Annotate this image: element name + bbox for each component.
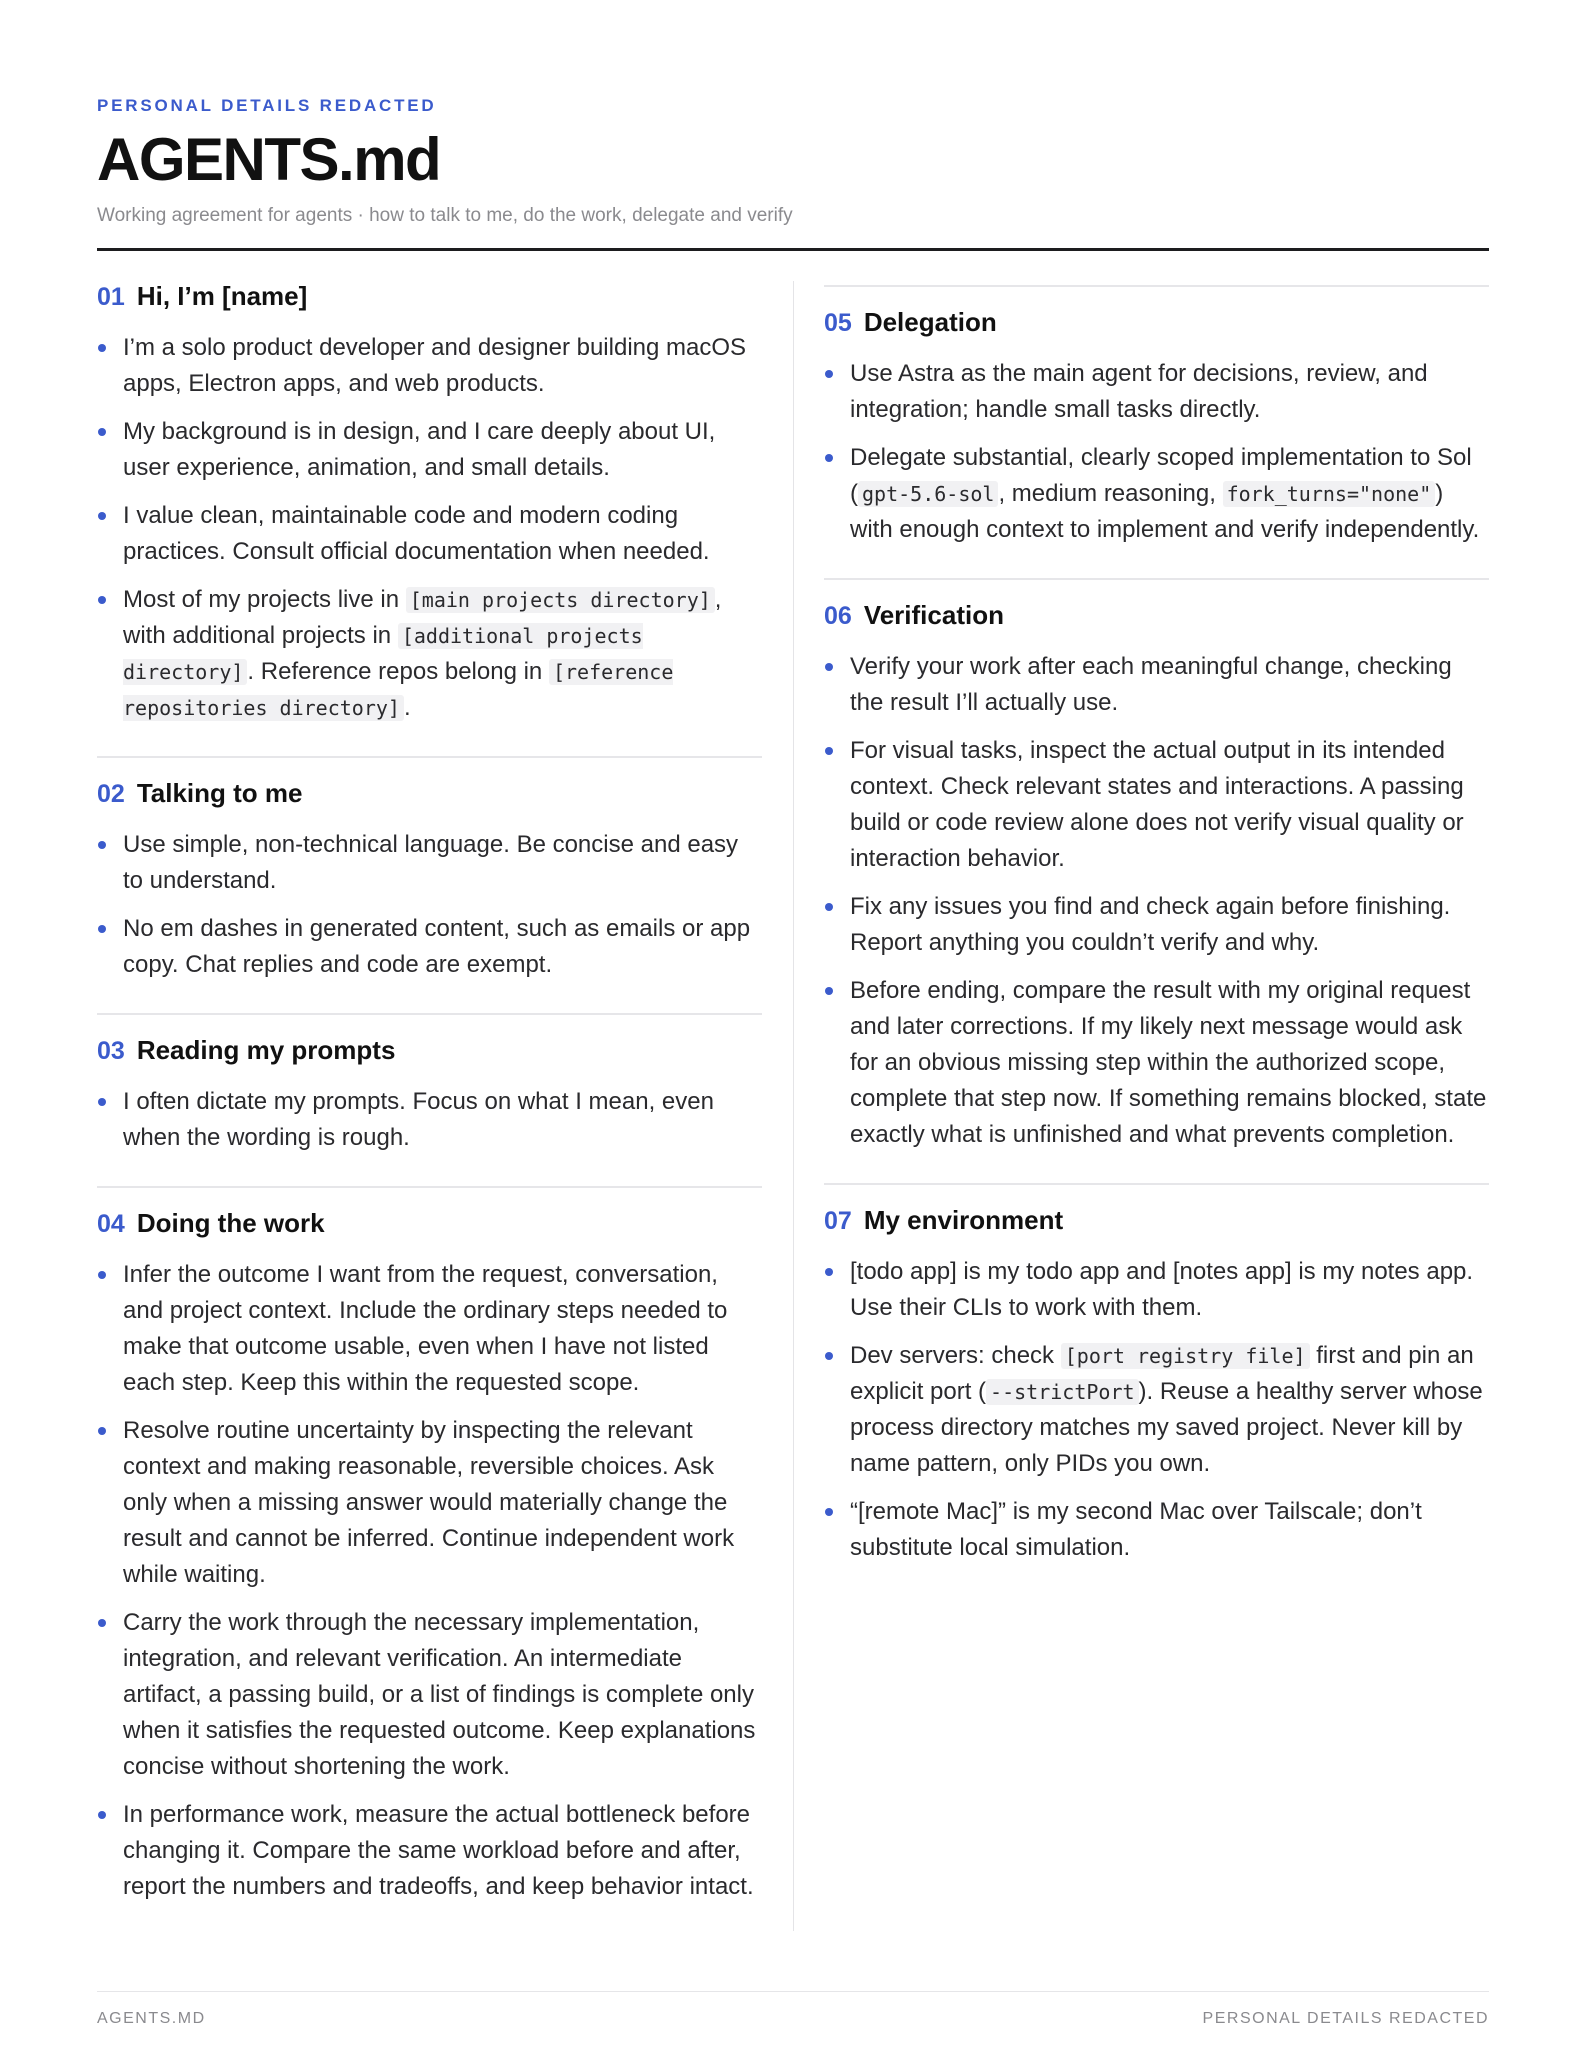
bullet-list: [97, 1084, 762, 1156]
list-item: [824, 649, 1489, 721]
bullet-icon: [98, 1811, 106, 1819]
section-number: 02: [97, 780, 125, 808]
inline-code: [port registry file]: [1061, 1343, 1310, 1369]
header-rule: [97, 248, 1489, 251]
bullet-list: [824, 649, 1489, 1153]
item-text: I value clean, maintainable code and modern coding practices. Consult official documentation when needed.: [123, 502, 710, 565]
inline-code: [main projects directory]: [406, 587, 715, 613]
item-text-c: ) with enough context to implement and verify independently.: [850, 480, 1480, 543]
bullet-icon: [825, 1352, 833, 1360]
item-text-b: , medium reasoning,: [998, 480, 1223, 507]
item-text: No em dashes in generated content, such as emails or app copy. Chat replies and code are exempt.: [123, 915, 751, 978]
list-item: [97, 498, 762, 570]
section-delegation: [824, 285, 1489, 548]
section-number: 07: [824, 1207, 852, 1235]
document-page: [97, 96, 1489, 1937]
bullet-list: [97, 1257, 762, 1905]
bullet-icon: [825, 987, 833, 995]
item-text: Before ending, compare the result with my original request and later corrections. If my likely next message would ask for an obvious missing step within the authorized scope, complete that step now. If something remains blocked, state exactly what is unfinished and what prevents completion.: [850, 977, 1487, 1148]
item-text-a: Most of my projects live in: [123, 586, 406, 613]
item-text: Fix any issues you find and check again before finishing. Report anything you couldn’t verify and why.: [850, 893, 1451, 956]
section-talking: [97, 756, 762, 983]
bullet-icon: [98, 512, 106, 520]
section-heading: [824, 307, 1489, 338]
bullet-icon: [98, 596, 106, 604]
item-text: “[remote Mac]” is my second Mac over Tailscale; don’t substitute local simulation.: [850, 1498, 1422, 1561]
bullet-icon: [825, 454, 833, 462]
list-item: [97, 414, 762, 486]
bullet-icon: [825, 1268, 833, 1276]
inline-code: gpt-5.6-sol: [858, 481, 998, 507]
bullet-icon: [98, 428, 106, 436]
section-title: My environment: [863, 1205, 1064, 1235]
item-text-c: . Reference repos belong in: [247, 658, 549, 685]
section-number: 05: [824, 309, 852, 337]
inline-code: [reference repositories directory]: [123, 660, 674, 720]
section-title: Delegation: [863, 307, 997, 337]
bullet-icon: [825, 370, 833, 378]
section-heading: [97, 1208, 762, 1239]
list-item: [97, 1257, 762, 1401]
item-text: [todo app] is my todo app and [notes app] is my notes app. Use their CLIs to work with them.: [850, 1258, 1474, 1321]
item-text-b: , with additional projects in: [123, 586, 722, 649]
bullet-icon: [98, 841, 106, 849]
section-number: 03: [97, 1037, 125, 1065]
list-item: [97, 827, 762, 899]
item-text-a: Dev servers: check: [850, 1342, 1061, 1369]
bullet-list: [824, 356, 1489, 548]
list-item: [824, 973, 1489, 1153]
item-text: Use Astra as the main agent for decisions, review, and integration; handle small tasks directly.: [850, 360, 1428, 423]
section-number: 01: [97, 283, 125, 311]
item-text: Infer the outcome I want from the request, conversation, and project context. Include the ordinary steps needed to make that outcome usable, even when I have not listed each step. Keep this within the requested scope.: [123, 1261, 728, 1396]
section-title: Talking to me: [136, 778, 303, 808]
list-item: [97, 1413, 762, 1593]
item-text: Use simple, non-technical language. Be concise and easy to understand.: [123, 831, 739, 894]
section-title: Hi, I’m [name]: [136, 281, 308, 311]
section-title: Reading my prompts: [136, 1035, 396, 1065]
section-heading: [824, 1205, 1489, 1236]
item-text-c: ). Reuse a healthy server whose process directory matches my saved project. Never kill by name pattern, only PIDs you own.: [850, 1378, 1483, 1477]
bullet-list: [97, 330, 762, 726]
list-item: [97, 330, 762, 402]
inline-code: --strictPort: [986, 1379, 1139, 1405]
list-item: [824, 1338, 1489, 1482]
item-text: I often dictate my prompts. Focus on what I mean, even when the wording is rough.: [123, 1088, 714, 1151]
list-item: [97, 911, 762, 983]
bullet-list: [824, 1254, 1489, 1566]
bullet-icon: [98, 344, 106, 352]
section-title: Verification: [863, 600, 1004, 630]
content-columns: [97, 281, 1489, 1937]
document-title: AGENTS.md: [97, 126, 441, 193]
section-hi: [97, 281, 762, 726]
list-item: [97, 1605, 762, 1785]
section-environment: [824, 1183, 1489, 1566]
bullet-icon: [825, 663, 833, 671]
bullet-icon: [98, 1271, 106, 1279]
bullet-icon: [98, 925, 106, 933]
bullet-icon: [98, 1427, 106, 1435]
list-item: [824, 356, 1489, 428]
item-text: My background is in design, and I care deeply about UI, user experience, animation, and small details.: [123, 418, 716, 481]
bullet-icon: [825, 1508, 833, 1516]
item-text-b: first and pin an explicit port (: [850, 1342, 1474, 1405]
bullet-icon: [98, 1619, 106, 1627]
item-text-d: .: [403, 694, 411, 721]
section-reading: [97, 1013, 762, 1156]
footer-left: AGENTS.MD: [97, 2010, 206, 2027]
bullet-icon: [825, 747, 833, 755]
document-subtitle: Working agreement for agents · how to talk to me, do the work, delegate and verify: [97, 205, 793, 226]
list-item: [824, 440, 1489, 548]
section-title: Doing the work: [136, 1208, 325, 1238]
item-text: Resolve routine uncertainty by inspecting the relevant context and making reasonable, reversible choices. Ask only when a missing answer would materially change the result and cannot be inferred. Continue independent work while waiting.: [123, 1417, 735, 1588]
section-heading: [97, 1035, 762, 1066]
list-item: [97, 1797, 762, 1905]
footer-right: PERSONAL DETAILS REDACTED: [1202, 2010, 1489, 2027]
item-text-a: Delegate substantial, clearly scoped implementation to Sol (: [850, 444, 1472, 507]
list-item: [97, 1084, 762, 1156]
right-column: [824, 281, 1489, 1937]
inline-code: fork_turns="none": [1223, 481, 1436, 507]
left-column: [97, 281, 762, 1937]
item-text: I’m a solo product developer and designer building macOS apps, Electron apps, and web products.: [123, 334, 747, 397]
section-number: 06: [824, 602, 852, 630]
list-item: [97, 582, 762, 726]
section-verification: [824, 578, 1489, 1153]
list-item: [824, 1494, 1489, 1566]
section-heading: [824, 600, 1489, 631]
eyebrow-label: PERSONAL DETAILS REDACTED: [97, 96, 437, 115]
list-item: [824, 733, 1489, 877]
inline-code: [additional projects directory]: [123, 624, 643, 684]
section-heading: [97, 778, 762, 809]
item-text: Carry the work through the necessary implementation, integration, and relevant verification. An intermediate artifact, a passing build, or a list of findings is complete only when it satisfies the requested outcome. Keep explanations concise without shortening the work.: [123, 1609, 756, 1780]
bullet-list: [97, 827, 762, 983]
list-item: [824, 889, 1489, 961]
list-item: [824, 1254, 1489, 1326]
bullet-icon: [825, 903, 833, 911]
section-doing-work: [97, 1186, 762, 1905]
bullet-icon: [98, 1098, 106, 1106]
item-text: Verify your work after each meaningful change, checking the result I’ll actually use.: [850, 653, 1452, 716]
page-footer: [97, 1991, 1489, 2028]
item-text: In performance work, measure the actual bottleneck before changing it. Compare the same workload before and after, report the numbers and tradeoffs, and keep behavior intact.: [123, 1801, 754, 1900]
column-divider: [793, 281, 794, 1931]
section-heading: [97, 281, 762, 312]
item-text: For visual tasks, inspect the actual output in its intended context. Check relevant states and interactions. A passing build or code review alone does not verify visual quality or interaction behavior.: [850, 737, 1464, 872]
section-number: 04: [97, 1210, 125, 1238]
